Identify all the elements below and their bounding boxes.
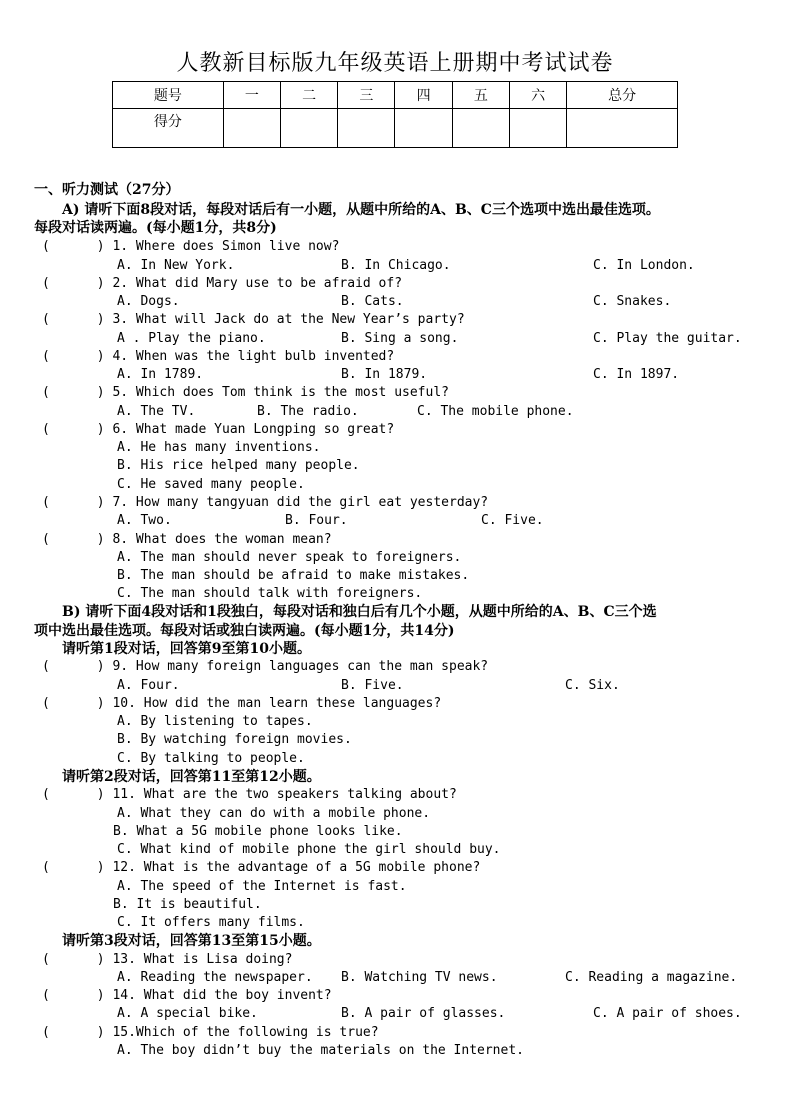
question-line: A. What they can do with a mobile phone. [117,806,431,821]
instruction-text: B) 请听下面4段对话和1段独白，每段对话和独白后有几个小题，从题中所给的A、B、C三个选 [62,604,657,620]
question-line: A . Play the piano. [117,331,266,346]
score-cell[interactable] [395,109,452,148]
score-table-header-cell: 四 [395,82,452,109]
instruction-text: 每段对话读两遍。(每小题1分，共8分) [34,220,277,236]
score-cell[interactable] [509,109,566,148]
question-line: B. A pair of glasses. [341,1006,506,1021]
question-line: A. In 1789. [117,367,204,382]
instruction-text: 项中选出最佳选项。每段对话或独白读两遍。(每小题1分，共14分) [34,623,455,639]
question-line: B. The man should be afraid to make mistakes. [117,568,470,583]
score-table [112,81,678,148]
question-line: A. Dogs. [117,294,180,309]
score-table-row-label: 得分 [113,109,224,148]
score-table-header-cell: 题号 [113,82,224,109]
score-table-header-cell: 一 [223,82,280,109]
question-line: B. Cats. [341,294,404,309]
question-line: C. By talking to people. [117,751,305,766]
question-line: B. His rice helped many people. [117,458,360,473]
question-line: B. Sing a song. [341,331,459,346]
question-line: B. In Chicago. [341,258,451,273]
score-table-header-cell: 六 [509,82,566,109]
question-line: A. The TV. [117,404,196,419]
question-line: C. Snakes. [593,294,672,309]
question-line: A. A special bike. [117,1006,258,1021]
score-cell[interactable] [567,109,678,148]
question-line: A. Two. [117,513,172,528]
question-line: ( ) 11. What are the two speakers talking about? [42,787,457,802]
instruction-text: A) 请听下面8段对话，每段对话后有一小题，从题中所给的A、B、C三个选项中选出最佳选项。 [62,202,660,218]
question-line: B. By watching foreign movies. [117,732,352,747]
question-line: ( ) 15.Which of the following is true? [42,1025,379,1040]
question-line: C. The man should talk with foreigners. [117,586,423,601]
score-cell[interactable] [452,109,509,148]
question-line: C. Five. [481,513,544,528]
question-line: A. The speed of the Internet is fast. [117,879,407,894]
score-table-score-row [113,109,678,148]
question-line: ( ) 13. What is Lisa doing? [42,952,293,967]
question-line: A. The man should never speak to foreigners. [117,550,462,565]
score-table-header-cell: 总分 [567,82,678,109]
question-line: ( ) 7. How many tangyuan did the girl eat yesterday? [42,495,489,510]
instruction-text: 请听第3段对话，回答第13至第15小题。 [62,933,321,949]
question-line: A. The boy didn’t buy the materials on the Internet. [117,1043,524,1058]
question-line: C. Reading a magazine. [565,970,738,985]
question-line: ( ) 10. How did the man learn these languages? [42,696,442,711]
score-table-header-cell: 二 [280,82,337,109]
question-line: A. Reading the newspaper. [117,970,313,985]
score-cell[interactable] [223,109,280,148]
question-line: B. It is beautiful. [113,897,262,912]
question-line: A. In New York. [117,258,235,273]
score-cell[interactable] [280,109,337,148]
question-line: ( ) 14. What did the boy invent? [42,988,332,1003]
page-title: 人教新目标版九年级英语上册期中考试试卷 [176,51,614,76]
question-line: B. In 1879. [341,367,428,382]
question-line: C. He saved many people. [117,477,305,492]
question-line: C. The mobile phone. [417,404,574,419]
question-line: C. In 1897. [593,367,680,382]
question-line: A. By listening to tapes. [117,714,313,729]
question-line: B. Four. [285,513,348,528]
instruction-text: 请听第2段对话，回答第11至第12小题。 [62,769,321,785]
question-line: B. What a 5G mobile phone looks like. [113,824,403,839]
score-table-header-row [113,82,678,109]
question-line: B. The radio. [257,404,359,419]
question-line: C. Play the guitar. [593,331,742,346]
question-line: ( ) 2. What did Mary use to be afraid of? [42,276,403,291]
question-line: ( ) 6. What made Yuan Longping so great? [42,422,395,437]
question-line: C. In London. [593,258,695,273]
instruction-text: 请听第1段对话，回答第9至第10小题。 [62,641,311,657]
question-line: ( ) 3. What will Jack do at the New Year’s party? [42,312,465,327]
question-line: C. It offers many films. [117,915,305,930]
question-line: ( ) 1. Where does Simon live now? [42,239,340,254]
question-line: ( ) 4. When was the light bulb invented? [42,349,395,364]
question-line: A. Four. [117,678,180,693]
question-line: ( ) 8. What does the woman mean? [42,532,332,547]
score-table-header-cell: 三 [338,82,395,109]
question-line: A. He has many inventions. [117,440,321,455]
score-cell[interactable] [338,109,395,148]
score-table-header-cell: 五 [452,82,509,109]
question-line: C. Six. [565,678,620,693]
question-line: C. A pair of shoes. [593,1006,742,1021]
question-line: ( ) 9. How many foreign languages can the man speak? [42,659,489,674]
question-line: B. Watching TV news. [341,970,498,985]
question-line: C. What kind of mobile phone the girl should buy. [117,842,501,857]
question-line: ( ) 5. Which does Tom think is the most useful? [42,385,449,400]
question-line: B. Five. [341,678,404,693]
section-heading: 一、听力测试（27分） [34,182,180,198]
question-line: ( ) 12. What is the advantage of a 5G mobile phone? [42,860,481,875]
